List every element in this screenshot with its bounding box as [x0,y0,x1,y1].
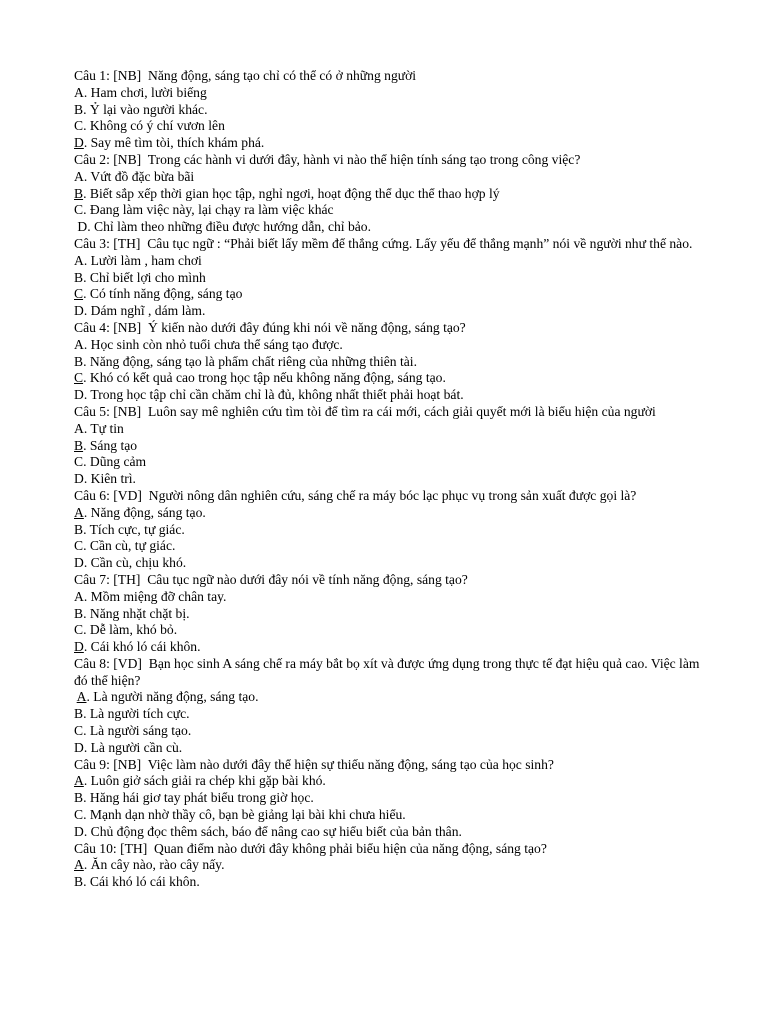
option-letter: B [74,101,84,117]
option-letter: C [74,286,84,302]
answer-option [74,354,714,371]
question-text: Câu 9: [NB] Việc làm nào dưới đây thể hiện sự thiếu năng động, sáng tạo của học sinh? [74,756,554,772]
option-text: . Tích cực, tự giác. [83,521,185,537]
answer-option [74,622,714,639]
option-letter: A [74,857,84,873]
answer-option [74,202,714,219]
option-letter: B [74,790,84,806]
option-text: . Dám nghĩ , dám làm. [83,303,206,319]
option-text: . Kiên trì. [83,471,136,487]
answer-option [74,303,714,320]
answer-option [74,606,714,623]
quiz-document [74,68,714,891]
option-text: . Là người năng động, sáng tạo. [86,689,259,705]
answer-option [74,102,714,119]
answer-option [74,740,714,757]
option-text: . Là người cần cù. [83,739,183,755]
option-text: . Không có ý chí vươn lên [83,118,225,134]
option-text: . Vứt đồ đặc bừa bãi [83,168,195,184]
option-letter: B [74,521,84,537]
option-letter: C [74,622,84,638]
option-text: . Là người tích cực. [83,706,190,722]
option-text: . Năng động, sáng tạo. [83,504,206,520]
answer-option [74,555,714,572]
option-text: . Cần cù, tự giác. [83,538,176,554]
question-text: Câu 1: [NB] Năng động, sáng tạo chỉ có thể có ở những người [74,68,417,83]
option-letter: D [74,387,84,403]
option-letter: C [74,538,84,554]
option-text: . Học sinh còn nhỏ tuổi chưa thể sáng tạo được. [83,336,343,352]
answer-option [74,286,714,303]
question-text: Câu 7: [TH] Câu tục ngữ nào dưới đây nói về tính năng động, sáng tạo? [74,571,468,587]
option-text: . Khó có kết quả cao trong học tập nếu không năng động, sáng tạo. [83,370,446,386]
option-letter: A [74,773,84,789]
option-letter: B [74,185,84,201]
option-text: . Mồm miệng đỡ chân tay. [83,588,227,604]
option-text: . Say mê tìm tòi, thích khám phá. [83,135,265,151]
option-text: . Cái khó ló cái khôn. [83,639,201,655]
question-text: Câu 6: [VD] Người nông dân nghiên cứu, sáng chế ra máy bóc lạc phục vụ trong sản xuất được gọi là? [74,487,637,503]
option-letter: B [74,605,84,621]
option-text: . Ham chơi, lười biếng [83,84,207,100]
option-text: . Sáng tạo [83,437,138,453]
answer-option [74,807,714,824]
answer-option [74,790,714,807]
option-letter: D [74,555,84,571]
answer-option [74,723,714,740]
option-letter: A [74,588,84,604]
answer-option [74,253,714,270]
option-text: . Đang làm việc này, lại chạy ra làm việc khác [83,202,334,218]
option-letter: A [74,420,84,436]
answer-option [74,857,714,874]
option-text: . Chỉ biết lợi cho mình [83,269,206,285]
option-letter: A [76,689,87,705]
option-text: . Cần cù, chịu khó. [83,555,187,571]
option-text: . Dũng cảm [83,454,147,470]
answer-option [74,773,714,790]
option-letter: B [74,353,84,369]
option-letter: A [74,168,84,184]
answer-option [74,169,714,186]
answer-option [74,85,714,102]
option-text: . Là người sáng tạo. [83,723,192,739]
option-text: . Năng nhặt chặt bị. [83,605,190,621]
option-text: . Tự tin [83,420,124,436]
option-text: . Chỉ làm theo những điều được hướng dẫn, chỉ bảo. [87,219,371,235]
answer-option [74,438,714,455]
option-text: . Chủ động đọc thêm sách, báo để nâng cao sự hiểu biết của bản thân. [83,823,462,839]
option-letter: B [74,874,84,890]
option-letter: D [74,303,84,319]
answer-option [74,471,714,488]
option-text: . Cái khó ló cái khôn. [83,874,200,890]
answer-option [74,706,714,723]
answer-option [74,219,714,236]
answer-option [74,874,714,891]
answer-option [74,689,714,706]
option-letter: A [74,252,84,268]
option-text: . Ỷ lại vào người khác. [83,101,208,117]
option-letter: C [74,202,84,218]
option-text: . Biết sắp xếp thời gian học tập, nghỉ ngơi, hoạt động thể dục thể thao hợp lý [83,185,500,201]
answer-option [74,639,714,656]
question-text: Câu 10: [TH] Quan điểm nào dưới đây không phải biểu hiện của năng động, sáng tạo? [74,840,547,856]
question-text: Câu 2: [NB] Trong các hành vi dưới đây, hành vi nào thể hiện tính sáng tạo trong công việc? [74,151,581,167]
answer-option [74,522,714,539]
answer-option [74,135,714,152]
option-letter: B [74,706,84,722]
answer-option [74,337,714,354]
option-letter: D [74,135,84,151]
option-text: . Mạnh dạn nhờ thầy cô, bạn bè giảng lại bài khi chưa hiểu. [83,807,406,823]
question-text: Câu 3: [TH] Câu tục ngữ : “Phải biết lấy mềm để thắng cứng. Lấy yếu để thắng mạnh” nói về người như thế nào. [74,235,693,251]
option-text: . Lười làm , ham chơi [83,252,202,268]
answer-option [74,538,714,555]
option-text: . Dễ làm, khó bỏ. [83,622,178,638]
answer-option [74,270,714,287]
option-letter: D [74,823,84,839]
option-letter: C [74,723,84,739]
answer-option [74,118,714,135]
answer-option [74,421,714,438]
option-letter: A [74,84,84,100]
option-letter: C [74,118,84,134]
option-letter: D [74,471,84,487]
answer-option [74,505,714,522]
option-text: . Trong học tập chỉ cần chăm chỉ là đủ, không nhất thiết phải hoạt bát. [83,387,464,403]
answer-option [74,589,714,606]
option-text: . Luôn giở sách giải ra chép khi gặp bài khó. [83,773,326,789]
answer-option [74,454,714,471]
question-text: Câu 4: [NB] Ý kiến nào dưới đây đúng khi nói về năng động, sáng tạo? [74,319,466,335]
option-text: . Có tính năng động, sáng tạo [83,286,243,302]
option-text: . Hăng hái giơ tay phát biểu trong giờ học. [83,790,314,806]
option-letter: B [74,437,84,453]
option-letter: D [74,639,84,655]
answer-option [74,387,714,404]
question-text: Câu 8: [VD] Bạn học sinh A sáng chế ra máy bắt bọ xít và được ứng dụng trong thực tế đạt hiệu quả cao. Việc làm đó thể hiện? [74,655,703,688]
option-text: . Năng động, sáng tạo là phẩm chất riêng của những thiên tài. [83,353,417,369]
option-letter: B [74,269,84,285]
option-letter: D [74,739,84,755]
answer-option [74,824,714,841]
option-letter: A [74,504,84,520]
option-letter: C [74,370,84,386]
question-text: Câu 5: [NB] Luôn say mê nghiên cứu tìm tòi để tìm ra cái mới, cách giải quyết mới là biểu hiện của người [74,403,656,419]
option-letter: C [74,454,84,470]
option-letter: C [74,807,84,823]
answer-option [74,186,714,203]
option-text: . Ăn cây nào, rào cây nấy. [83,857,225,873]
answer-option [74,370,714,387]
option-letter: D [77,219,88,235]
option-letter: A [74,336,84,352]
